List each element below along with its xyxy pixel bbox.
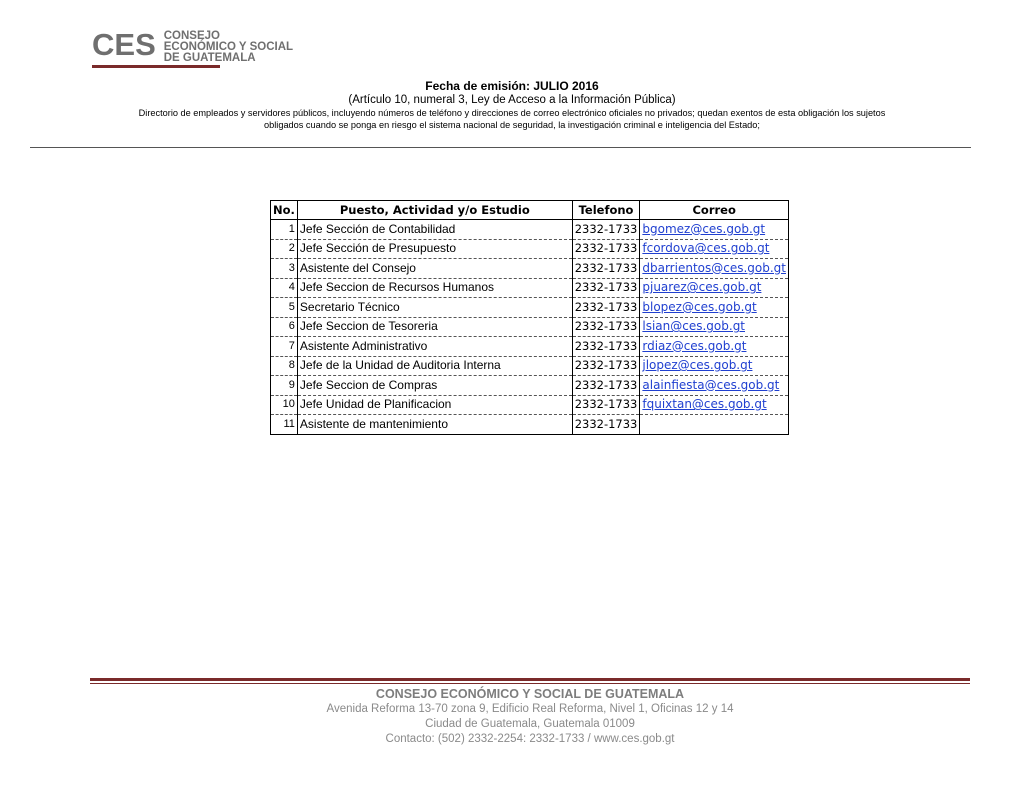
row-number: 2 xyxy=(271,239,298,259)
row-number: 1 xyxy=(271,220,298,240)
row-phone: 2332-1733 xyxy=(572,337,640,357)
row-position: Jefe Unidad de Planificacion xyxy=(297,395,572,415)
row-number: 4 xyxy=(271,278,298,298)
row-phone: 2332-1733 xyxy=(572,239,640,259)
row-position: Jefe Sección de Contabilidad xyxy=(297,220,572,240)
employee-directory-table xyxy=(270,200,789,435)
row-position: Jefe Seccion de Recursos Humanos xyxy=(297,278,572,298)
row-number: 10 xyxy=(271,395,298,415)
row-phone: 2332-1733 xyxy=(572,259,640,279)
directory-description xyxy=(0,108,1024,131)
logo-line-1: CONSEJO xyxy=(163,30,220,42)
row-number: 5 xyxy=(271,298,298,318)
table-row xyxy=(271,395,789,415)
table-row xyxy=(271,239,789,259)
row-phone: 2332-1733 xyxy=(572,395,640,415)
row-email-link[interactable]: fcordova@ces.gob.gt xyxy=(640,239,789,259)
row-position: Jefe de la Unidad de Auditoria Interna xyxy=(297,356,572,376)
table-row xyxy=(271,415,789,435)
logo-mark: CES xyxy=(92,27,156,62)
footer-contact: Contacto: (502) 2332-2254: 2332-1733 / www.ces.gob.gt xyxy=(385,733,675,745)
table-header-row xyxy=(271,201,789,220)
row-number: 11 xyxy=(271,415,298,435)
row-number: 3 xyxy=(271,259,298,279)
header-divider xyxy=(30,147,971,148)
row-email-link[interactable]: bgomez@ces.gob.gt xyxy=(640,220,789,240)
logo-underline xyxy=(92,65,220,68)
row-email-link[interactable]: fquixtan@ces.gob.gt xyxy=(640,395,789,415)
footer-address: Avenida Reforma 13-70 zona 9, Edificio Real Reforma, Nivel 1, Oficinas 12 y 14 xyxy=(326,703,734,715)
table-row xyxy=(271,259,789,279)
table-row xyxy=(271,317,789,337)
row-position: Jefe Sección de Presupuesto xyxy=(297,239,572,259)
row-phone: 2332-1733 xyxy=(572,278,640,298)
row-position: Jefe Seccion de Tesoreria xyxy=(297,317,572,337)
row-position: Asistente del Consejo xyxy=(297,259,572,279)
row-phone: 2332-1733 xyxy=(572,415,640,435)
table-row xyxy=(271,376,789,396)
row-email-link[interactable]: rdiaz@ces.gob.gt xyxy=(640,337,789,357)
logo-name xyxy=(164,31,293,64)
row-number: 8 xyxy=(271,356,298,376)
table-row xyxy=(271,356,789,376)
footer-city: Ciudad de Guatemala, Guatemala 01009 xyxy=(425,718,635,730)
issue-date: Fecha de emisión: JULIO 2016 xyxy=(425,79,599,93)
header-phone: Telefono xyxy=(572,201,640,220)
table-row xyxy=(271,337,789,357)
description-line-1: Directorio de empleados y servidores públicos, incluyendo números de teléfono y direcciones de correo electrónico oficiales no privados; quedan exentos de esta obligación los sujetos xyxy=(138,108,886,118)
row-email-link[interactable]: lsian@ces.gob.gt xyxy=(640,317,789,337)
row-email-link[interactable]: jlopez@ces.gob.gt xyxy=(640,356,789,376)
row-email-link[interactable]: alainfiesta@ces.gob.gt xyxy=(640,376,789,396)
row-email-empty xyxy=(640,415,789,435)
row-phone: 2332-1733 xyxy=(572,356,640,376)
logo-line-2: ECONÓMICO Y SOCIAL xyxy=(163,41,294,53)
row-email-link[interactable]: blopez@ces.gob.gt xyxy=(640,298,789,318)
footer-divider-thick xyxy=(90,678,970,681)
header-email: Correo xyxy=(640,201,789,220)
row-position: Asistente de mantenimiento xyxy=(297,415,572,435)
row-position: Asistente Administrativo xyxy=(297,337,572,357)
row-number: 6 xyxy=(271,317,298,337)
law-reference: (Artículo 10, numeral 3, Ley de Acceso a la Información Pública) xyxy=(348,94,676,106)
row-position: Secretario Técnico xyxy=(297,298,572,318)
logo-line-3: DE GUATEMALA xyxy=(163,52,256,64)
header-position: Puesto, Actividad y/o Estudio xyxy=(297,201,572,220)
row-phone: 2332-1733 xyxy=(572,376,640,396)
row-number: 7 xyxy=(271,337,298,357)
table-row xyxy=(271,278,789,298)
header-no: No. xyxy=(271,201,298,220)
footer-divider-thin xyxy=(90,683,970,684)
row-email-link[interactable]: dbarrientos@ces.gob.gt xyxy=(640,259,789,279)
table-row xyxy=(271,220,789,240)
row-phone: 2332-1733 xyxy=(572,317,640,337)
row-phone: 2332-1733 xyxy=(572,298,640,318)
row-position: Jefe Seccion de Compras xyxy=(297,376,572,396)
ces-logo xyxy=(92,27,294,64)
row-phone: 2332-1733 xyxy=(572,220,640,240)
row-number: 9 xyxy=(271,376,298,396)
row-email-link[interactable]: pjuarez@ces.gob.gt xyxy=(640,278,789,298)
table-row xyxy=(271,298,789,318)
description-line-2: obligados cuando se ponga en riesgo el sistema nacional de seguridad, la investigación criminal e inteligencia del Estado; xyxy=(264,119,760,130)
footer-title: CONSEJO ECONÓMICO Y SOCIAL DE GUATEMALA xyxy=(375,687,685,701)
